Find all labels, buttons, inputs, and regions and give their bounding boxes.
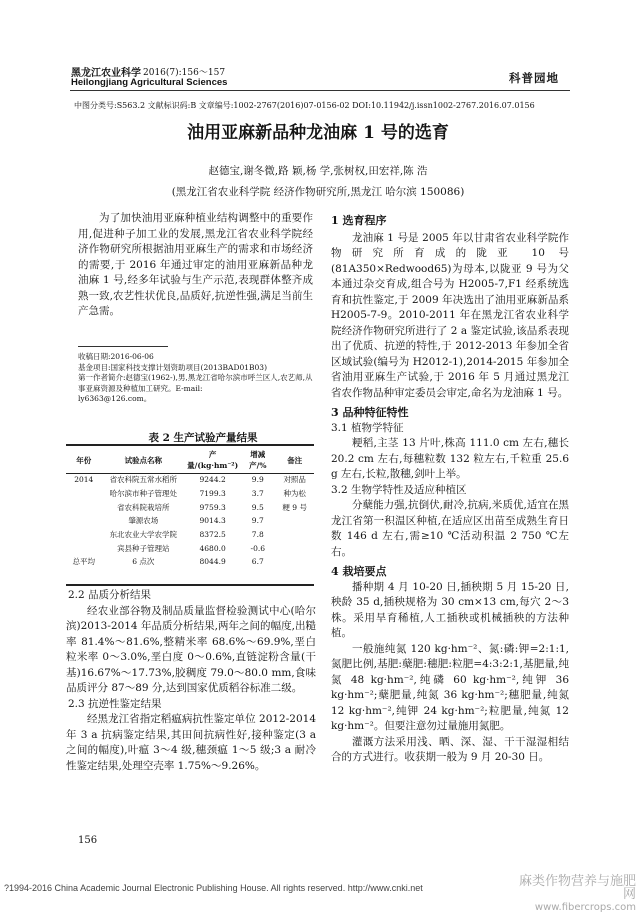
cell-yield: 9014.3 bbox=[199, 516, 226, 526]
journal-name-en: Heilongjiang Agricultural Sciences bbox=[71, 77, 228, 88]
left-sections bbox=[66, 588, 316, 774]
note-received: 收稿日期:2016-06-06 bbox=[78, 352, 154, 361]
cell-change: -0.6 bbox=[250, 543, 265, 553]
cell-year bbox=[66, 514, 102, 528]
cell-site: 宾县种子管理站 bbox=[117, 543, 170, 553]
article-title: 油用亚麻新品种龙油麻 1 号的选育 bbox=[187, 123, 449, 143]
right-column bbox=[331, 213, 569, 766]
header-rule bbox=[70, 90, 570, 91]
section-2-2-body: 经农业部谷物及制品质量监督检验测试中心(哈尔滨)2013-2014 年品质分析结果,两年之间的幅度,出糙率 81.4%～81.6%,整精米率 68.6%～69.9%,垩白粒米率 0～3.0%,垩白度 0～0.6%,直链淀粉含量(干基)16.67%～17.73%,胶稠度 79.0～80.0 mm,食味品质评分 87～89 分,达到国家优质稻谷标准二级。 bbox=[66, 604, 316, 694]
cell-year bbox=[66, 528, 102, 542]
table-header-row bbox=[66, 447, 314, 473]
section-4-title: 4 栽培要点 bbox=[331, 565, 387, 578]
cell-site: 东北农业大学农学院 bbox=[109, 530, 178, 540]
article-meta: 中图分类号:S563.2 文献标识码:B 文章编号:1002-2767(2016)07-0156-02 DOI:10.11942/j.issn1002-2767.2016.07.0156 bbox=[74, 101, 535, 110]
note-author: 第一作者简介:赵德宝(1962-),男,黑龙江省哈尔滨市呼兰区人,农艺师,从事亚麻资源及种植加工研究。E-mail: bbox=[78, 373, 313, 393]
cell-remark bbox=[275, 528, 314, 542]
th-change: 增减产/% bbox=[249, 450, 267, 470]
cell-year bbox=[66, 500, 102, 514]
table-row bbox=[66, 473, 314, 487]
cell-change: 6.7 bbox=[251, 557, 264, 567]
cell-change: 3.7 bbox=[251, 489, 264, 499]
watermark-url: www.fibercrops.com bbox=[534, 902, 636, 913]
page-number: 156 bbox=[78, 835, 98, 846]
section-3-2-body: 分蘖能力强,抗倒伏,耐冷,抗病,米质优,适宜在黑龙江省第一积温区种植,在适应区出苗至成熟生育日数 146 d 左右,需≥10 ℃活动积温 2 750 ℃左右。 bbox=[331, 499, 569, 558]
table-row bbox=[66, 487, 314, 501]
section-1-body: 龙油麻 1 号是 2005 年以甘肃省农业科学院作物研究所育成的陇亚 10 号(81A350×Redwood65)为母本,以陇亚 9 号为父本通过杂交育成,组合号为 H2005-7,F1 经系统选育和抗性鉴定,于 2009 年决选出了油用亚麻新品系 H2005-7-9。2010-2011 年在黑龙江省农业科学院经济作物研究所进行了 2 a 鉴定试验,该品系表现出了优质、抗逆的特性,于 2012-2013 年参加全省区域试验(编号为 H2012-1),2014-2015 年参加全省油用亚麻生产试验,于 2016 年 5 月通过黑龙江省农作物品种审定委员会审定,命名为龙油麻 1 号。 bbox=[331, 231, 569, 399]
section-3-2-title: 3.2 生物学特性及适应种植区 bbox=[331, 483, 467, 496]
copyright-footer: ?1994-2016 China Academic Journal Electronic Publishing House. All rights reserved. http://www.cnki.net bbox=[4, 883, 423, 893]
section-3-1-body: 粳稻,主茎 13 片叶,株高 111.0 cm 左右,穗长 20.2 cm 左右,每穗粒数 132 粒左右,千粒重 25.6 g 左右,长粒,散穗,剑叶上举。 bbox=[331, 437, 569, 480]
cell-site: 省农科院五常水稻所 bbox=[109, 475, 178, 485]
footnote-rule bbox=[78, 346, 168, 347]
cell-yield: 4680.0 bbox=[199, 543, 226, 553]
article-authors: 赵德宝,谢冬微,路 颖,杨 学,张树权,田宏祥,陈 浩 bbox=[208, 165, 428, 177]
section-3-1-title: 3.1 植物学特征 bbox=[331, 421, 404, 434]
cell-site: 6 点次 bbox=[132, 557, 155, 567]
cell-change: 7.8 bbox=[251, 530, 264, 540]
cell-remark bbox=[275, 555, 314, 569]
section-4-body-3: 灌溉方法采用浅、晒、深、湿、干干湿湿相结合的方式进行。收获期一般为 9 月 20-30 日。 bbox=[331, 735, 569, 763]
journal-issue-pages: 2016(7):156～157 bbox=[143, 68, 226, 78]
cell-year bbox=[66, 487, 102, 501]
cell-remark: 对照品 bbox=[283, 475, 306, 485]
note-email: ly6363@126.com。 bbox=[78, 394, 152, 403]
table-row bbox=[66, 514, 314, 528]
cell-remark: 种为松 bbox=[283, 489, 306, 499]
cell-yield: 9759.3 bbox=[199, 502, 226, 512]
cell-yield: 9244.2 bbox=[199, 475, 226, 485]
cell-remark bbox=[275, 541, 314, 555]
note-funding: 基金项目:国家科技支撑计划资助项目(2013BAD01B03) bbox=[78, 362, 268, 372]
cell-site: 肇源农场 bbox=[128, 516, 159, 526]
th-year: 年份 bbox=[76, 455, 92, 465]
cell-remark: 粳 9 号 bbox=[282, 502, 307, 512]
table-row bbox=[66, 528, 314, 542]
cell-remark bbox=[275, 514, 314, 528]
cell-year: 总平均 bbox=[72, 557, 95, 567]
section-1-title: 1 选育程序 bbox=[331, 214, 387, 227]
section-4-body-2: 一般施纯氮 120 kg·hm⁻²、氮:磷:钾=2:1:1,氮肥比例,基肥:蘖肥:穗肥:粒肥=4:3:2:1,基肥量,纯氮 48 kg·hm⁻²,纯磷 60 kg·hm⁻²,纯钾 36 kg·hm⁻²;蘖肥量,纯氮 36 kg·hm⁻²;穗肥量,纯氮 12 kg·hm⁻²,纯钾 24 kg·hm⁻²;粒肥量,纯氮 12 kg·hm⁻²。但要注意勿过量施用氮肥。 bbox=[331, 642, 569, 732]
cell-change: 9.9 bbox=[251, 475, 264, 485]
table-row bbox=[66, 541, 314, 555]
table-caption: 表 2 生产试验产量结果 bbox=[148, 432, 258, 444]
th-yield: 产量/(kg·hm⁻²) bbox=[187, 450, 239, 470]
journal-name-cn: 黑龙江农业科学 bbox=[71, 68, 141, 79]
abstract-text: 为了加快油用亚麻种植业结构调整中的重要作用,促进种子加工业的发展,黑龙江省农业科学院经济作物研究所根据油用亚麻生产的需求和市场经济的需要,于 2016 年通过审定的油用亚麻新品种龙油麻 1 号,经多年试验与生产示范,表现群体整齐成熟一致,农艺性状优良,品质好,抗逆性强,满足当前生产急需。 bbox=[78, 212, 313, 317]
section-2-2-title: 2.2 品质分析结果 bbox=[68, 589, 152, 601]
table-bottom-rule bbox=[66, 584, 314, 586]
cell-year bbox=[66, 541, 102, 555]
table-row bbox=[66, 500, 314, 514]
cell-site: 省农科院栽培所 bbox=[117, 502, 170, 512]
site-watermark bbox=[516, 875, 636, 914]
cell-year: 2014 bbox=[74, 475, 94, 485]
th-remark: 备注 bbox=[287, 455, 303, 465]
watermark-cn: 麻类作物营养与施肥网 bbox=[518, 874, 636, 902]
section-3-title: 3 品种特征特性 bbox=[331, 406, 409, 419]
cell-yield: 8372.5 bbox=[199, 530, 226, 540]
footnotes bbox=[78, 352, 318, 405]
table-row-total bbox=[66, 555, 314, 569]
section-2-3-title: 2.3 抗逆性鉴定结果 bbox=[68, 697, 162, 710]
cell-change: 9.7 bbox=[251, 516, 264, 526]
cell-site: 哈尔滨市种子管理处 bbox=[109, 489, 178, 499]
section-2-3-body: 经黑龙江省指定稻瘟病抗性鉴定单位 2012-2014 年 3 a 抗病鉴定结果,其田间抗病性好,接种鉴定(3 a 之间的幅度),叶瘟 3～4 级,穗颈瘟 1～5 级;3 a 耐冷性鉴定结果,处理空壳率 1.75%～9.26%。 bbox=[66, 713, 316, 772]
cell-yield: 8044.9 bbox=[199, 557, 226, 567]
table-top-rule bbox=[66, 444, 314, 446]
section-4-body-1: 播种期 4 月 10-20 日,插秧期 5 月 15-20 日,秧龄 35 d,插秧规格为 30 cm×13 cm,每穴 2～3 株。采用旱育稀植,人工插秧或机械插秧的方法种植。 bbox=[331, 580, 569, 639]
th-site: 试验点名称 bbox=[124, 455, 163, 465]
cell-change: 9.5 bbox=[251, 502, 264, 512]
cell-yield: 7199.3 bbox=[199, 489, 226, 499]
section-tag: 科普园地 bbox=[509, 71, 559, 85]
abstract bbox=[78, 211, 313, 320]
article-affiliation: (黑龙江省农业科学院 经济作物研究所,黑龙江 哈尔滨 150086) bbox=[171, 186, 465, 198]
yield-table bbox=[66, 447, 314, 569]
